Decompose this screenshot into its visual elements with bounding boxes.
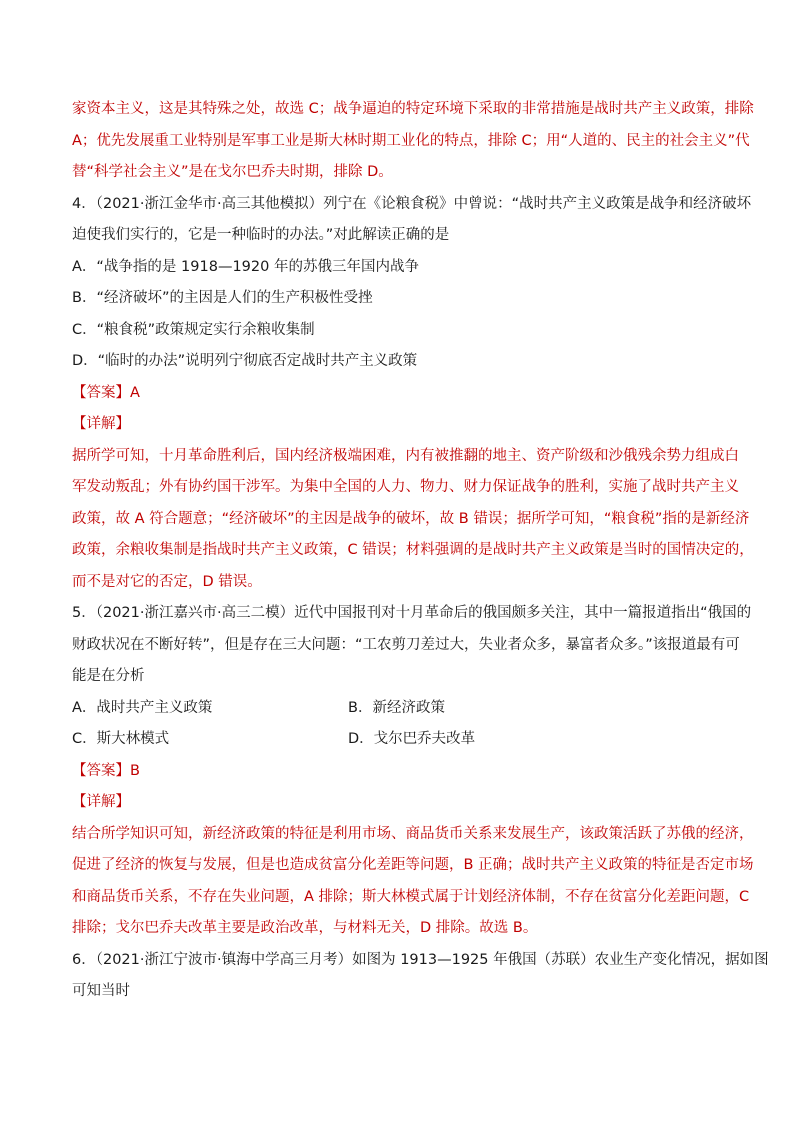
- question-stem: 财政状况在不断好转”，但是存在三大问题：“工农剪刀差过大，失业者众多，暴富者众多。”该报道最有可: [72, 636, 740, 653]
- previous-explanation: [72, 94, 754, 189]
- text-line: 而不是对它的否定，D 错误。: [72, 573, 262, 590]
- question-4: [72, 189, 754, 599]
- question-stem: 可知当时: [72, 983, 130, 999]
- explanation: [72, 441, 754, 599]
- question-stem: 4．（2021·浙江金华市·高三其他模拟）列宁在《论粮食税》中曾说：“战时共产主义政策是战争和经济破坏: [72, 195, 752, 212]
- document-page: [72, 94, 769, 1008]
- text-line: 政策，故 A 符合题意；“经济破坏”的主因是战争的破坏，故 B 错误；据所学可知，“粮食税”指的是新经济: [72, 510, 750, 527]
- option-row: [72, 693, 724, 725]
- answer-label: 【答案】A: [72, 384, 140, 401]
- answer-label: 【答案】B: [72, 762, 140, 779]
- question-stem: 5．（2021·浙江嘉兴市·高三二模）近代中国报刊对十月革命后的俄国颇多关注，其中一篇报道指出“俄国的: [72, 605, 752, 621]
- question-5: [72, 598, 754, 945]
- detail-label: 【详解】: [72, 794, 130, 810]
- option-c: C．斯大林模式: [72, 731, 170, 747]
- text-line: 和商品货币关系，不存在失业问题，A 排除；斯大林模式属于计划经济体制，不存在贫富分化差距问题，C: [72, 888, 750, 905]
- option-d: D．“临时的办法”说明列宁彻底否定战时共产主义政策: [72, 353, 418, 369]
- option-b: B．“经济破坏”的主因是人们的生产积极性受挫: [72, 290, 373, 306]
- text-line: 据所学可知，十月革命胜利后，国内经济极端困难，内有被推翻的地主、资产阶级和沙俄残余势力组成白: [72, 447, 739, 464]
- text-line: 替“科学社会主义”是在戈尔巴乔夫时期，排除 D。: [72, 164, 393, 180]
- option-d: D．戈尔巴乔夫改革: [348, 731, 476, 747]
- option-b: B．新经济政策: [348, 699, 445, 716]
- text-line: 家资本主义，这是其特殊之处，故选 C；战争逼迫的特定环境下采取的非常措施是战时共产主义政策，排除: [72, 101, 754, 117]
- text-line: 排除；戈尔巴乔夫改革主要是政治改革，与材料无关，D 排除。故选 B。: [72, 920, 538, 936]
- question-stem: 能是在分析: [72, 668, 145, 684]
- text-line: A；优先发展重工业特别是军事工业是斯大林时期工业化的特点，排除 C；用“人道的、民主的社会主义”代: [72, 132, 750, 149]
- option-a: A．战时共产主义政策: [72, 699, 213, 716]
- detail-label: 【详解】: [72, 416, 130, 432]
- text-line: 军发动叛乱；外有协约国干涉军。为集中全国的人力、物力、财力保证战争的胜利，实施了战时共产主义: [72, 479, 739, 495]
- explanation: [72, 819, 754, 945]
- text-line: 政策，余粮收集制是指战时共产主义政策，C 错误；材料强调的是战时共产主义政策是当时的国情决定的，: [72, 542, 754, 558]
- question-stem: 6．（2021·浙江宁波市·镇海中学高三月考）如图为 1913—1925 年俄国（苏联）农业生产变化情况，据如图: [72, 951, 769, 968]
- text-line: 促进了经济的恢复与发展，但是也造成贫富分化差距等问题，B 正确；战时共产主义政策的特征是否定市场: [72, 857, 754, 873]
- question-stem: 迫使我们实行的，它是一种临时的办法。”对此解读正确的是: [72, 227, 450, 243]
- option-row: [72, 724, 724, 756]
- question-6: [72, 945, 769, 1008]
- text-line: 结合所学知识可知，新经济政策的特征是利用市场、商品货币关系来发展生产，该政策活跃了苏俄的经济，: [72, 825, 754, 842]
- option-a: A．“战争指的是 1918—1920 年的苏俄三年国内战争: [72, 258, 419, 275]
- option-c: C．“粮食税”政策规定实行余粮收集制: [72, 321, 315, 338]
